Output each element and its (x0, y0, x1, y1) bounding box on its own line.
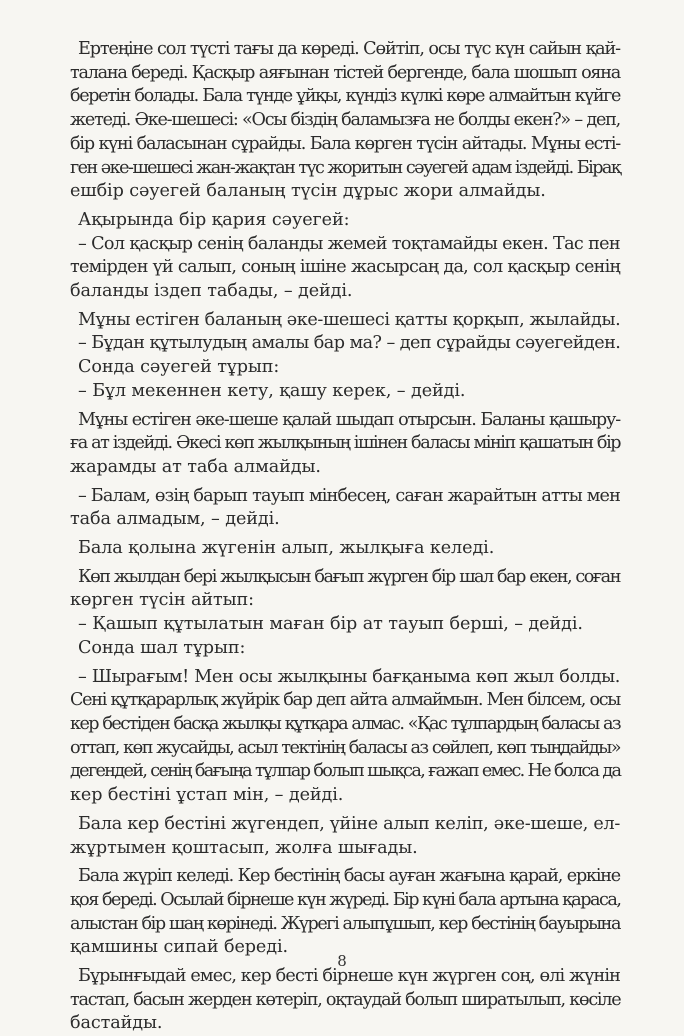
text-line: Бала кер бестіні жүгендеп, үйіне алып келіп, әке-шеше, ел- (78, 813, 620, 834)
text-line: жетеді. Әке-шешесі: «Осы біздің баламызға не болды екен?» – деп, (70, 110, 620, 131)
text-line: бір күні баласынан сұрайды. Бала көрген түсін айтады. Мұны есті- (70, 133, 620, 154)
text-line: бастайды. (70, 1013, 163, 1034)
text-line: Бұрынғыдай емес, кер бесті бірнеше күн жүрген соң, өлі жүнін (78, 966, 621, 987)
text-line: кер бестіден басқа жылқы құтқара алмас. «Қас тұлпардың баласы аз (70, 713, 620, 734)
text-line: Сонда сәуегей тұрып: (78, 357, 280, 378)
text-line: дегендей, сенің бағыңа тұлпар болып шықса, ғажап емес. Не болса да (70, 761, 621, 782)
text-line: баланды іздеп табады, – дейді. (70, 281, 353, 302)
text-line: Бала қолына жүгенін алып, жылқыға келеді. (78, 538, 495, 559)
text-line: қамшины сипай береді. (70, 937, 288, 958)
text-line: – Бұдан құтылудың амалы бар ма? – деп сұрайды сәуегейден. (78, 333, 621, 354)
text-line: – Шырағым! Мен осы жылқыны бағқаныма көп жыл болды. (78, 666, 620, 687)
text-line: қоя береді. Осылай бірнеше күн жүреді. Бір күні бала артына қараса, (70, 889, 621, 910)
text-line: талана береді. Қасқыр аяғынан тістей бергенде, бала шошып ояна (70, 62, 620, 83)
text-line: ешбір сәуегей баланың түсін дұрыс жори алмайды. (70, 181, 546, 202)
text-line: таба алмадым, – дейді. (70, 509, 280, 530)
text-line: – Бұл мекеннен кету, қашу керек, – дейді. (78, 380, 466, 401)
text-line: жарамды ат таба алмайды. (70, 456, 321, 477)
text-line: – Балам, өзің барып тауып мінбесең, саған жарайтын атты мен (78, 485, 620, 506)
text-line: Сені құтқарарлық жүйрік бар деп айта алмаймын. Мен білсем, осы (70, 690, 620, 711)
text-line: Көп жылдан бері жылқысын бағып жүрген бір шал бар екен, соған (78, 566, 620, 587)
story-text (70, 38, 620, 1036)
text-line: – Сол қасқыр сенің баланды жемей тоқтамайды екен. Тас пен (78, 233, 620, 254)
text-line: тастап, басын жерден көтеріп, оқтаудай болып ширатылып, көсіле (70, 989, 621, 1010)
text-line: – Қашып құтылатын маған бір ат тауып берші, – дейді. (78, 614, 583, 635)
text-line: Мұны естіген баланың әке-шешесі қатты қорқып, жылайды. (78, 309, 621, 330)
text-line: Бала жүріп келеді. Кер бестінің басы ауған жағына қарай, еркіне (78, 866, 620, 887)
text-line: ген әке-шешесі жан-жақтан түс жоритын сәуегей адам іздейді. Бірақ (70, 157, 620, 178)
text-line: жұртымен қоштасып, жолға шығады. (70, 837, 418, 858)
text-line: беретін болады. Бала түнде ұйқы, күндіз күлкі көре алмайтын күйге (70, 86, 620, 107)
text-line: ға ат іздейді. Әкесі көп жылқының ішінен баласы мініп қашатын бір (70, 433, 621, 454)
text-line: Сонда шал тұрып: (78, 637, 246, 658)
text-line: темірден үй салып, соның ішіне жасырсаң да, сол қасқыр сенің (70, 257, 620, 278)
text-line: көрген түсін айтып: (70, 590, 254, 611)
text-line: алыстан бір шаң көрінеді. Жүрегі алыпұшып, кер бестінің бауырына (70, 913, 620, 934)
text-line: оттап, көп жусайды, асыл тектінің баласы аз сөйлеп, көп тыңдайды» (70, 737, 620, 758)
text-line: Ертеңіне сол түсті тағы да көреді. Сөйтіп, осы түс күн сайын қай- (78, 39, 620, 59)
text-line: Ақырында бір қария сәуегей: (78, 209, 350, 230)
text-line: Мұны естіген әке-шеше қалай шыдап отырсын. Баланы қашыру- (78, 409, 620, 430)
text-line: кер бестіні ұстап мін, – дейді. (70, 785, 344, 806)
page-number: 8 (337, 952, 347, 970)
